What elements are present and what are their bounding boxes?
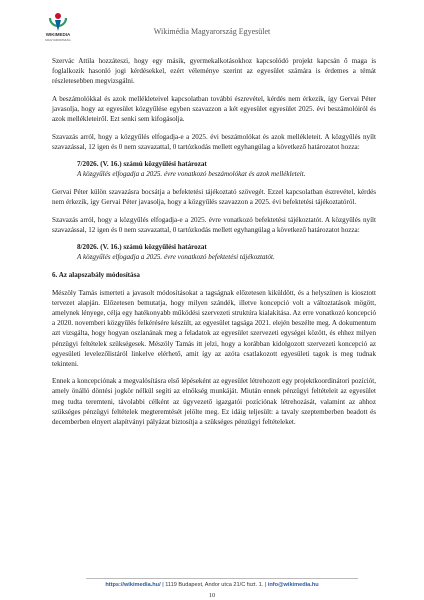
footer-website-link[interactable]: https://wikimedia.hu/ [105, 582, 161, 588]
paragraph: A beszámolókkal és azok mellékleteivel kapcsolatban további észrevétel, kérdés nem érkezik, így Gervai Péter javasolja, hogy az egyesület közgyűlése egyben szavazzon a két egyesület egyesület 2025. évi beszámolóiról és azok mellékleteiről. Ezt senki sem kifogásolja. [52, 94, 376, 123]
paragraph: Szavazás arról, hogy a közgyűlés elfogadja-e a 2025. évi beszámolókat és azok mellékleteit. A közgyűlés nyílt szavazással, 12 igen és 0 nem szavazattal, 0 tartózkodás mellett egyhangúlag a következő határozatot hozza: [52, 132, 376, 151]
footer [0, 582, 424, 588]
footer-divider [86, 578, 358, 579]
logo-subtitle: MAGYARORSZÁG [45, 37, 71, 42]
paragraph: Gervai Péter külön szavazásra bocsátja a befektetési tájékoztató szövegét. Ezzel kapcsolatban észrevétel, kérdés nem érkezik, így Gervai Péter javasolja, hogy a közgyűlés szavazzon a 2025. évi befektetési tájékoztatóról. [52, 187, 376, 207]
page-number: 10 [208, 592, 216, 599]
paragraph: Szervác Attila hozzáteszi, hogy egy másik, gyermekalkotásokhoz kapcsolódó projekt kapcsán ő maga is foglalkozik hasonló jogi kérdésekkel, ezért véleménye szerint az egyesület számára is érdemes a témát részletesebben megvizsgálni. [52, 57, 376, 86]
resolution-block [52, 159, 376, 179]
footer-address: | 1119 Budapest, Andor utca 21/C fszt. 1. | [160, 582, 268, 588]
section-heading: 6. Az alapszabály módosítása [52, 271, 140, 279]
document-body [52, 56, 376, 427]
paragraph: Ennek a koncepciónak a megvalósításra első lépéseként az egyesület létrehozott egy projektkoordinátori pozíciót, amely önálló döntési jogkör nélkül segíti az elnökség munkáját. Miután ennek pénzügyi feltételeit az egyesület meg tudta teremteni, távolabbi célként az ügyvezető igazgatói pozíciónak létrehozását, valamint az ahhoz szükséges pénzügyi feltételek megteremtését jelölte meg. Ez idáig teljesült: a tavaly szeptemberben beadott és decemberben elnyert alapítványi pályázat biztosítja a szükséges pénzügyi feltételeket. [52, 377, 376, 426]
resolution-title: 8/2026. (V. 16.) számú közgyűlési határozat [77, 243, 207, 252]
paragraph: Mészöly Tamás ismerteti a javasolt módosításokat a tagságnak előzetesen kiküldött, és a helyszínen is kiosztott tervezet alapján. Előzetesen bemutatja, hogy milyen szándék, illetve koncepció volt a változtatások mögött, amelynek lényege, célja egy hatékonyabb működési szervezeti struktúra kialakítása. Az erre vonatkozó koncepció a 2020. novemberi közgyűlés felkérésére készült, az egyesület tagsága 2021. elején beszélte meg. A dokumentum azt vizsgálta, hogy hogyan oszlanának meg a feladatok az egyesület szervezeti egységei között, és ehhez milyen pénzügyi feltételek szükségesek. Mészöly Tamás itt jelzi, hogy a korábban kidolgozott szervezeti koncepció az egyesületi levelezőlistáról linkelve elérhető, amit így az azóta csatlakozott egyesületi tagok is meg tudnak tekinteni. [52, 289, 376, 368]
resolution-text: A közgyűlés elfogadja a 2025. évre vonatkozó befektetési tájékoztatót. [77, 253, 275, 262]
resolution-block [52, 242, 376, 262]
footer-email-link[interactable]: info@wikimedia.hu [267, 582, 319, 588]
header-title: Wikimédia Magyarország Egyesület [153, 27, 271, 36]
resolution-title: 7/2026. (V. 16.) számú közgyűlési határozat [77, 160, 207, 169]
logo-title: WIKIMEDIA [45, 32, 71, 37]
resolution-text: A közgyűlés elfogadja a 2025. évre vonatkozó beszámolókat és azok mellékleteit. [77, 170, 306, 179]
paragraph: Szavazás arról, hogy a közgyűlés elfogadja-e a 2025. évre vonatkozó befektetési tájékoztatót. A közgyűlés nyílt szavazással, 12 igen és 0 nem szavazattal, 0 tartózkodás mellett egyhangúlag a következő határozatot hozza: [52, 215, 376, 234]
